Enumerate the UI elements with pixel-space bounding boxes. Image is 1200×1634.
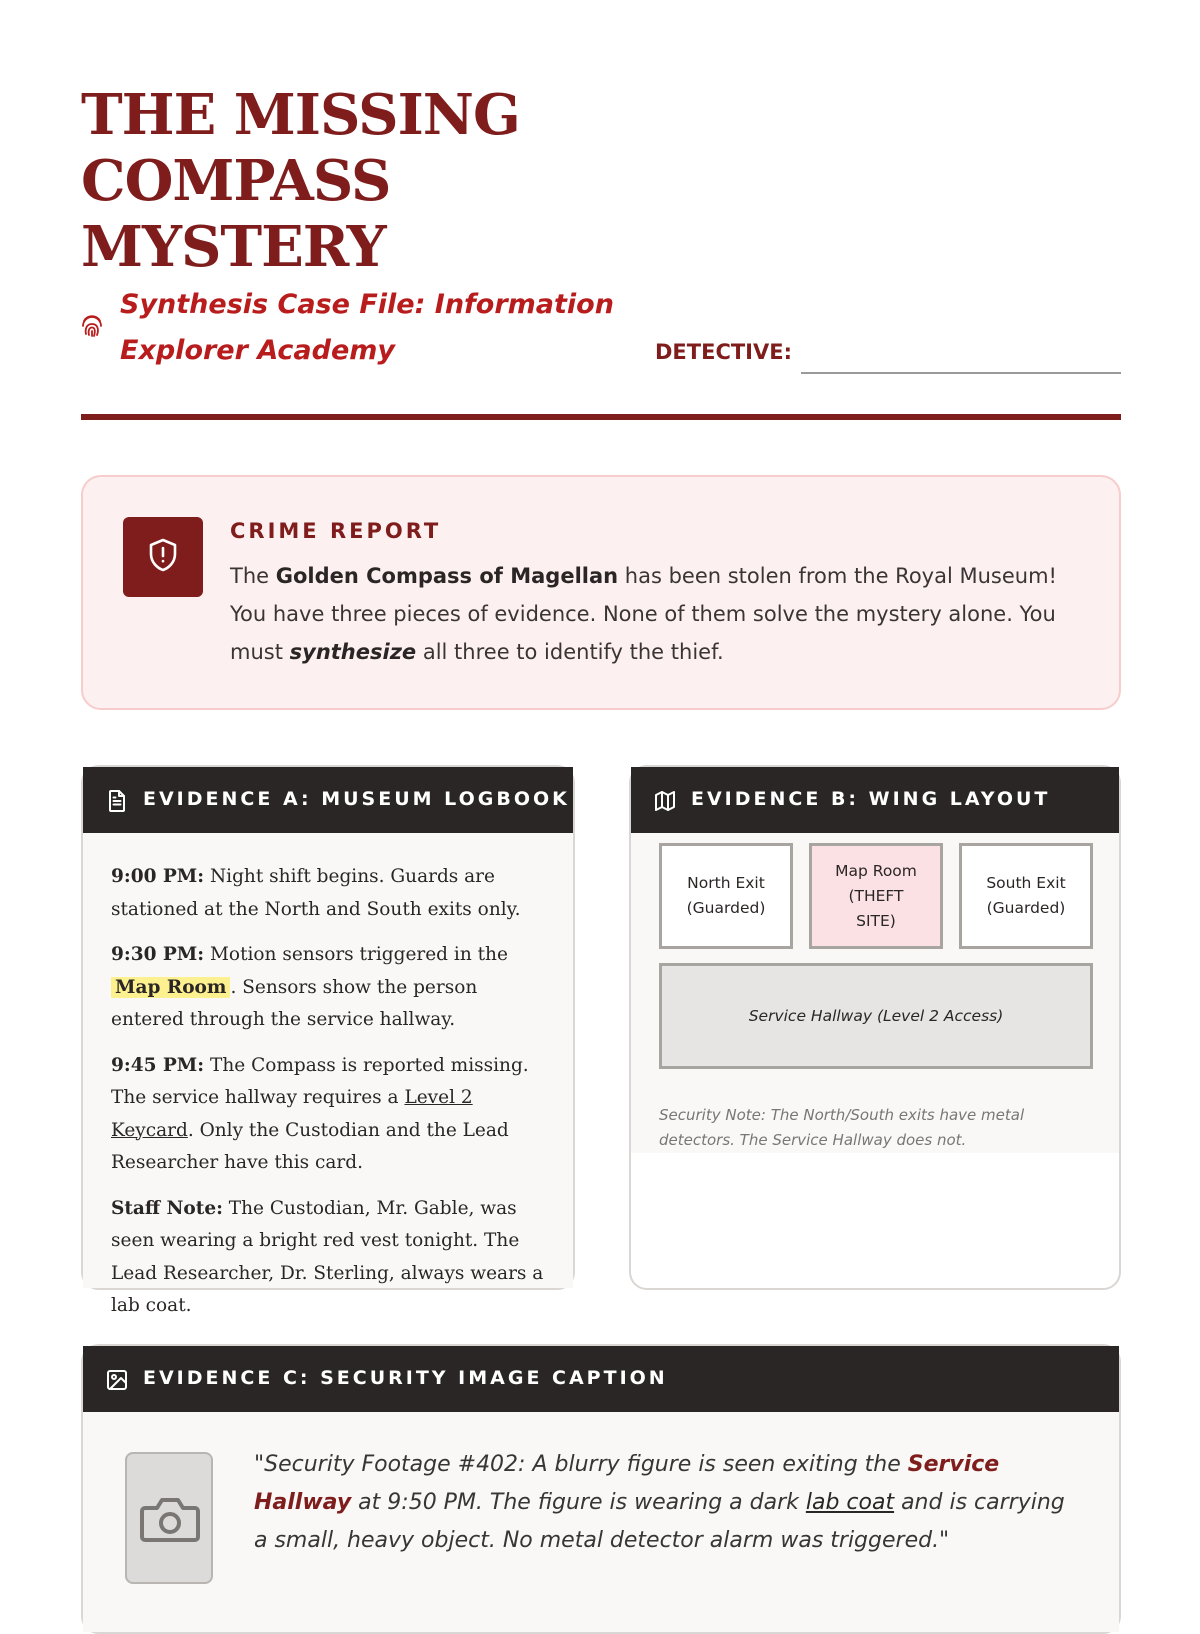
page-subtitle: Synthesis Case File: Information Explorer Academy (120, 289, 614, 366)
crime-report-badge (123, 517, 203, 597)
stolen-item-name: Golden Compass of Magellan (275, 564, 619, 588)
map-icon (653, 789, 677, 813)
evidence-b-header (631, 767, 1119, 833)
fingerprint-icon (81, 312, 103, 338)
image-icon (105, 1368, 129, 1392)
log-entry: 9:45 PM: The Compass is reported missing. The service hallway requires a Level 2 Keycard. Only the Custodian and the Lead Researcher have this card. (111, 1054, 529, 1173)
keycard-underline: Level 2 Keycard (111, 1087, 473, 1141)
logbook-body (83, 833, 573, 1316)
page-header (81, 82, 1121, 422)
security-caption: "Security Footage #402: A blurry figure is seen exiting the Service Hallway at 9:50 PM. The figure is wearing a dark lab coat and is carrying a small, heavy object. No metal detector alarm was triggered." (254, 1452, 1065, 1553)
map-room-highlight: Map Room (111, 977, 230, 998)
security-note: Security Note: The North/South exits have metal detectors. The Service Hallway does not. (659, 1106, 1025, 1149)
evidence-a-card (81, 765, 575, 1316)
room-north-exit: North Exit (Guarded) (659, 843, 793, 949)
detective-name-line[interactable] (801, 372, 1121, 374)
shield-alert-icon (147, 537, 179, 577)
wing-layout-body (631, 833, 1119, 1153)
service-hallway: Service Hallway (Level 2 Access) (659, 963, 1093, 1069)
crime-report-panel (81, 475, 1121, 710)
log-entry: 9:30 PM: Motion sensors triggered in the Map Room . Sensors show the person entered through the service hallway. (111, 944, 508, 1030)
evidence-a-title: EVIDENCE A: MUSEUM LOGBOOK (143, 788, 570, 810)
evidence-c-header (83, 1346, 1119, 1412)
log-entry: 9:00 PM: Night shift begins. Guards are stationed at the North and South exits only. (111, 866, 521, 920)
security-image-body (83, 1412, 1119, 1632)
header-divider (81, 414, 1121, 420)
evidence-a-header (83, 767, 573, 833)
room-south-exit: South Exit (Guarded) (959, 843, 1093, 949)
caption-lab-coat: lab coat (805, 1490, 895, 1515)
crime-report-text: The Golden Compass of Magellan has been stolen from the Royal Museum! You have three pieces of evidence. None of them solve the mystery alone. You must synthesize all three to identify the thief. (230, 564, 1057, 664)
synthesize-emphasis: synthesize (289, 640, 417, 664)
file-icon (105, 789, 129, 813)
evidence-b-title: EVIDENCE B: WING LAYOUT (691, 788, 1051, 810)
detective-label: DETECTIVE: (655, 340, 792, 364)
caption-service-hallway: Service Hallway (254, 1452, 1000, 1515)
evidence-c-card (81, 1344, 1121, 1634)
room-map-room: Map Room (THEFT SITE) (809, 843, 943, 949)
evidence-c-title: EVIDENCE C: SECURITY IMAGE CAPTION (143, 1367, 668, 1389)
page-title: THE MISSING COMPASS MYSTERY (81, 82, 520, 280)
security-photo-placeholder (125, 1452, 213, 1584)
evidence-b-card (629, 765, 1121, 1290)
staff-note: Staff Note: The Custodian, Mr. Gable, was seen wearing a bright red vest tonight. The Lead Researcher, Dr. Sterling, always wears a lab coat. (111, 1197, 544, 1316)
crime-report-heading: CRIME REPORT (230, 519, 442, 543)
